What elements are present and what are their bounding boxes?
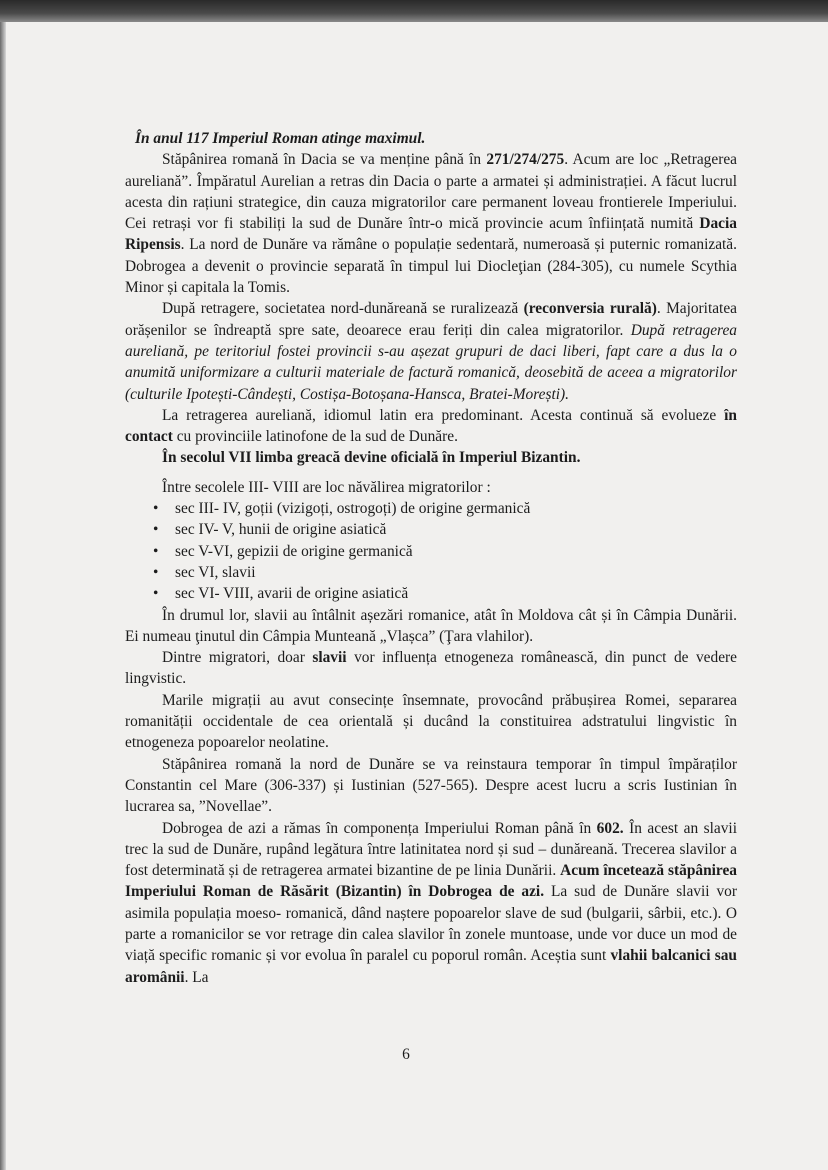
paragraph-migratori-intro: Între secolele III- VIII are loc năvălirea migratorilor :	[162, 478, 491, 496]
paragraph-drumul-slavilor: În drumul lor, slavii au întâlnit așezări romanice, atât în Moldova cât și în Câmpia Dunării. Ei numeau ţinutul din Câmpia Munteană „Vlașca” (Ţara vlahilor).	[125, 606, 737, 645]
scan-top-edge	[0, 0, 828, 22]
paragraph-limba-greaca: În secolul VII limba greacă devine oficială în Imperiul Bizantin.	[162, 449, 581, 467]
scan-left-edge	[0, 22, 6, 1170]
paragraph-dobrogea: Dobrogea de azi a rămas în componența Imperiului Roman până în 602. În acest an slavii trec la sud de Dunăre, rupând legătura între latinitatea nord și sud – dunăreană. Trecerea slavilor a fost determinată și de retragerea armatei bizantine de pe linia Dunării. Acum încetează stăpânirea Imperiului Roman de Răsărit (Bizantin) în Dobrogea de azi. La sud de Dunăre slavii vor asimila populația moeso- romanică, dând naștere popoarelor slave de sud (bulgarii, sârbii, etc.). O parte a romanicilor se vor retrage din calea slavilor în zonele muntoase, unde vor duce un mod de viață specific romanic și vor evolua în paralel cu poporul român. Aceștia sunt vlahii balcanici sau aromânii. La	[125, 819, 737, 986]
page-number: 6	[402, 1046, 410, 1063]
spacer	[125, 469, 737, 477]
migrators-list	[125, 498, 737, 604]
paragraph-idiom-latin: La retragerea aureliană, idiomul latin era predominant. Acesta continuă să evolueze în contact cu provinciile latinofone de la sud de Dunăre.	[125, 406, 737, 446]
list-item: • sec VI, slavii	[153, 562, 737, 583]
list-item: • sec IV- V, hunii de origine asiatică	[153, 519, 737, 540]
list-item: • sec III- IV, goții (vizigoți, ostrogoți) de origine germanică	[153, 498, 737, 519]
section-heading: În anul 117 Imperiul Roman atinge maximul.	[135, 130, 426, 147]
paragraph-migratii: Marile migrații au avut consecințe însemnate, provocând prăbușirea Romei, separarea romanității occidentale de cea orientală și ducând la constituirea adstratului lingvistic în etnogeneza popoarelor neolatine.	[125, 691, 737, 752]
list-item: • sec VI- VIII, avarii de origine asiatică	[153, 583, 737, 604]
paragraph-ruralizare: După retragere, societatea nord-dunăreană se ruralizează (reconversia rurală). Majoritatea orășenilor se îndreaptă spre sate, deoarece erau feriți din calea migratorilor. După retragerea aureliană, pe teritoriul fostei provincii s-au așezat grupuri de daci liberi, fapt care a dus la o anumită uniformizare a culturii materiale de factură romanică, deosebită de aceea a migratorilor (culturile Ipotești-Cândești, Costișa-Botoșana-Hansca, Bratei-Morești).	[125, 300, 738, 403]
list-item: • sec V-VI, gepizii de origine germanică	[153, 541, 737, 562]
document-page	[125, 128, 737, 988]
paragraph-reinstaurare: Stăpânirea romană la nord de Dunăre se va reinstaura temporar în timpul împăraților Constantin cel Mare (306-337) și Iustinian (527-565). Despre acest lucru a scris Iustinian în lucrarea sa, ”Novellae”.	[125, 755, 737, 816]
paragraph-retragerea: Stăpânirea romană în Dacia se va menține până în 271/274/275. Acum are loc „Retragerea aureliană”. Împăratul Aurelian a retras din Dacia o parte a armatei și administrației. A făcut lucrul acesta din rațiuni strategice, din cauza migratorilor care permanent loveau frontierele Imperiului. Cei retrași vor fi stabiliți la sud de Dunăre într-o mică provincie acum înființată numită Dacia Ripensis. La nord de Dunăre va rămâne o populație sedentară, numeroasă și puternic romanizată. Dobrogea a devenit o provincie separată în timpul lui Diocleţian (284-305), cu numele Scythia Minor și capitala la Tomis.	[125, 151, 737, 297]
paragraph-slavii: Dintre migratori, doar slavii vor influența etnogeneza românească, din punct de vedere lingvistic.	[125, 649, 738, 688]
